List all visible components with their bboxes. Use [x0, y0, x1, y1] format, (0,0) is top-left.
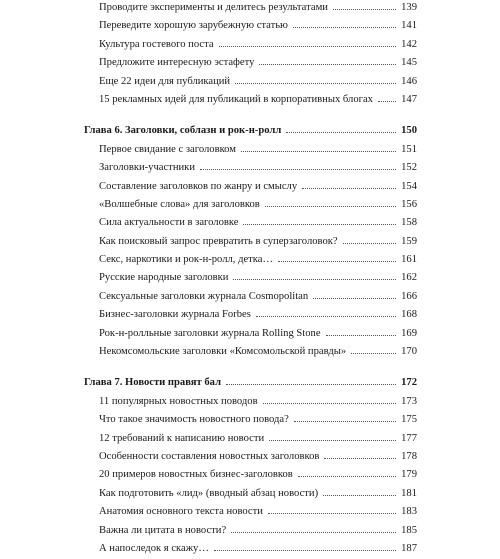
toc-entry-page: 139 [401, 2, 417, 13]
toc-entry [84, 74, 417, 92]
dot-leader [268, 512, 396, 514]
toc-entry-page: 161 [401, 254, 417, 266]
toc-entry [84, 18, 417, 36]
dot-leader [214, 549, 396, 551]
toc-entry [84, 270, 417, 288]
toc-entry-title: Составление заголовков по жанру и смыслу [99, 180, 298, 192]
dot-leader [235, 82, 396, 84]
toc-entry [84, 55, 417, 73]
toc-entry [84, 215, 417, 233]
toc-entry [84, 541, 417, 559]
toc-entry [84, 412, 417, 430]
dot-leader [265, 205, 396, 207]
toc-entry-title: Рок-н-ролльные заголовки журнала Rolling Stone [99, 327, 321, 339]
dot-leader [263, 402, 396, 404]
table-of-contents [84, 0, 417, 559]
toc-entry [84, 431, 417, 449]
toc-entry-title: Заголовки-участники [99, 162, 195, 174]
toc-entry-page: 145 [401, 57, 417, 69]
dot-leader [293, 26, 396, 28]
toc-block-chapter5-tail [84, 0, 417, 110]
dot-leader [256, 315, 396, 317]
toc-entry-title: 20 примеров новостных бизнес-заголовков [99, 469, 293, 481]
dot-leader [278, 260, 396, 262]
toc-entry [84, 0, 417, 18]
dot-leader [243, 223, 396, 225]
toc-entry-title: Как поисковый запрос превратить в суперзаголовок? [99, 235, 338, 247]
toc-entry-page: 178 [401, 450, 417, 462]
toc-entry-title: Секс, наркотики и рок-н-ролл, детка… [99, 254, 274, 266]
dot-leader [302, 187, 396, 189]
toc-entry-page: 187 [401, 542, 417, 554]
dot-leader [333, 8, 396, 10]
toc-entry-page: 159 [401, 235, 417, 247]
chapter-page: 172 [401, 377, 417, 389]
toc-entry-title: Сексуальные заголовки журнала Cosmopolitan [99, 290, 309, 302]
dot-leader [241, 150, 396, 152]
toc-entry-title: Важна ли цитата в новости? [99, 524, 227, 536]
toc-chapter-7 [84, 375, 417, 393]
toc-entry-page: 142 [401, 38, 417, 50]
toc-entry-page: 151 [401, 143, 417, 155]
toc-entry-title: Сила актуальности в заголовке [99, 217, 239, 229]
toc-entry-title: «Волшебные слова» для заголовков [99, 198, 260, 210]
toc-entry-page: 179 [401, 469, 417, 481]
dot-leader [294, 420, 396, 422]
toc-entry-page: 170 [401, 346, 417, 358]
toc-entry-title: Особенности составления новостных заголовков [99, 450, 320, 462]
spacer [84, 110, 417, 123]
toc-entry [84, 344, 417, 362]
toc-entry-page: 181 [401, 487, 417, 499]
toc-entry-title: Русские народные заголовки [99, 272, 229, 284]
toc-entry-page: 175 [401, 414, 417, 426]
dot-leader [200, 168, 396, 170]
toc-entry-page: 166 [401, 290, 417, 302]
toc-entry [84, 523, 417, 541]
dot-leader [323, 494, 396, 496]
toc-entry-title: Проводите эксперименты и делитесь результатами [99, 2, 328, 13]
toc-entry-title: Культура гостевого поста [99, 38, 214, 50]
dot-leader [324, 457, 396, 459]
toc-entry-title: Предложите интересную эстафету [99, 57, 255, 69]
dot-leader [351, 352, 396, 354]
toc-entry-page: 147 [401, 93, 417, 105]
toc-entry [84, 252, 417, 270]
toc-entry [84, 234, 417, 252]
toc-entry-title: Некомсомольские заголовки «Комсомольской правды» [99, 346, 347, 358]
toc-entry [84, 197, 417, 215]
toc-entry [84, 289, 417, 307]
toc-entry [84, 486, 417, 504]
toc-entry-page: 173 [401, 395, 417, 407]
toc-block-chapter6 [84, 142, 417, 363]
toc-entry-page: 141 [401, 20, 417, 32]
chapter-title: Глава 6. Заголовки, соблазн и рок-н-ролл [84, 125, 282, 137]
toc-entry [84, 142, 417, 160]
toc-entry [84, 37, 417, 55]
toc-entry-title: Как подготовить «лид» (вводный абзац новости) [99, 487, 319, 499]
toc-entry-page: 146 [401, 75, 417, 87]
toc-entry [84, 307, 417, 325]
toc-entry-page: 156 [401, 198, 417, 210]
toc-entry-page: 158 [401, 217, 417, 229]
toc-entry [84, 179, 417, 197]
toc-entry [84, 449, 417, 467]
toc-entry-page: 168 [401, 309, 417, 321]
toc-entry-title: 12 требований к написанию новости [99, 432, 265, 444]
dot-leader [231, 531, 396, 533]
toc-entry-title: Бизнес-заголовки журнала Forbes [99, 309, 251, 321]
toc-entry-page: 162 [401, 272, 417, 284]
toc-entry-page: 169 [401, 327, 417, 339]
toc-entry-page: 152 [401, 162, 417, 174]
dot-leader [226, 383, 396, 385]
toc-entry-page: 183 [401, 506, 417, 518]
toc-chapter-6 [84, 123, 417, 141]
toc-entry-title: Переведите хорошую зарубежную статью [99, 20, 288, 32]
toc-entry-title: Анатомия основного текста новости [99, 506, 263, 518]
dot-leader [259, 63, 396, 65]
dot-leader [298, 475, 396, 477]
toc-entry [84, 467, 417, 485]
toc-entry-page: 185 [401, 524, 417, 536]
toc-block-chapter7 [84, 394, 417, 559]
toc-entry-title: Что такое значимость новостного повода? [99, 414, 289, 426]
toc-entry [84, 160, 417, 178]
chapter-title: Глава 7. Новости правят бал [84, 377, 222, 389]
dot-leader [233, 278, 396, 280]
dot-leader [378, 100, 396, 102]
dot-leader [286, 131, 396, 133]
toc-entry-page: 177 [401, 432, 417, 444]
dot-leader [219, 45, 396, 47]
dot-leader [269, 439, 396, 441]
toc-entry [84, 394, 417, 412]
dot-leader [343, 242, 396, 244]
dot-leader [326, 334, 396, 336]
toc-entry-title: Первое свидание с заголовком [99, 143, 236, 155]
toc-entry-title: 11 популярных новостных поводов [99, 395, 258, 407]
toc-entry-page: 154 [401, 180, 417, 192]
toc-entry-title: Еще 22 идеи для публикаций [99, 75, 231, 87]
toc-entry-title: А напоследок я скажу… [99, 542, 209, 554]
toc-entry [84, 326, 417, 344]
dot-leader [313, 297, 396, 299]
chapter-page: 150 [401, 125, 417, 137]
spacer [84, 362, 417, 375]
toc-entry-title: 15 рекламных идей для публикаций в корпоративных блогах [99, 93, 373, 105]
toc-entry [84, 92, 417, 110]
toc-entry [84, 504, 417, 522]
